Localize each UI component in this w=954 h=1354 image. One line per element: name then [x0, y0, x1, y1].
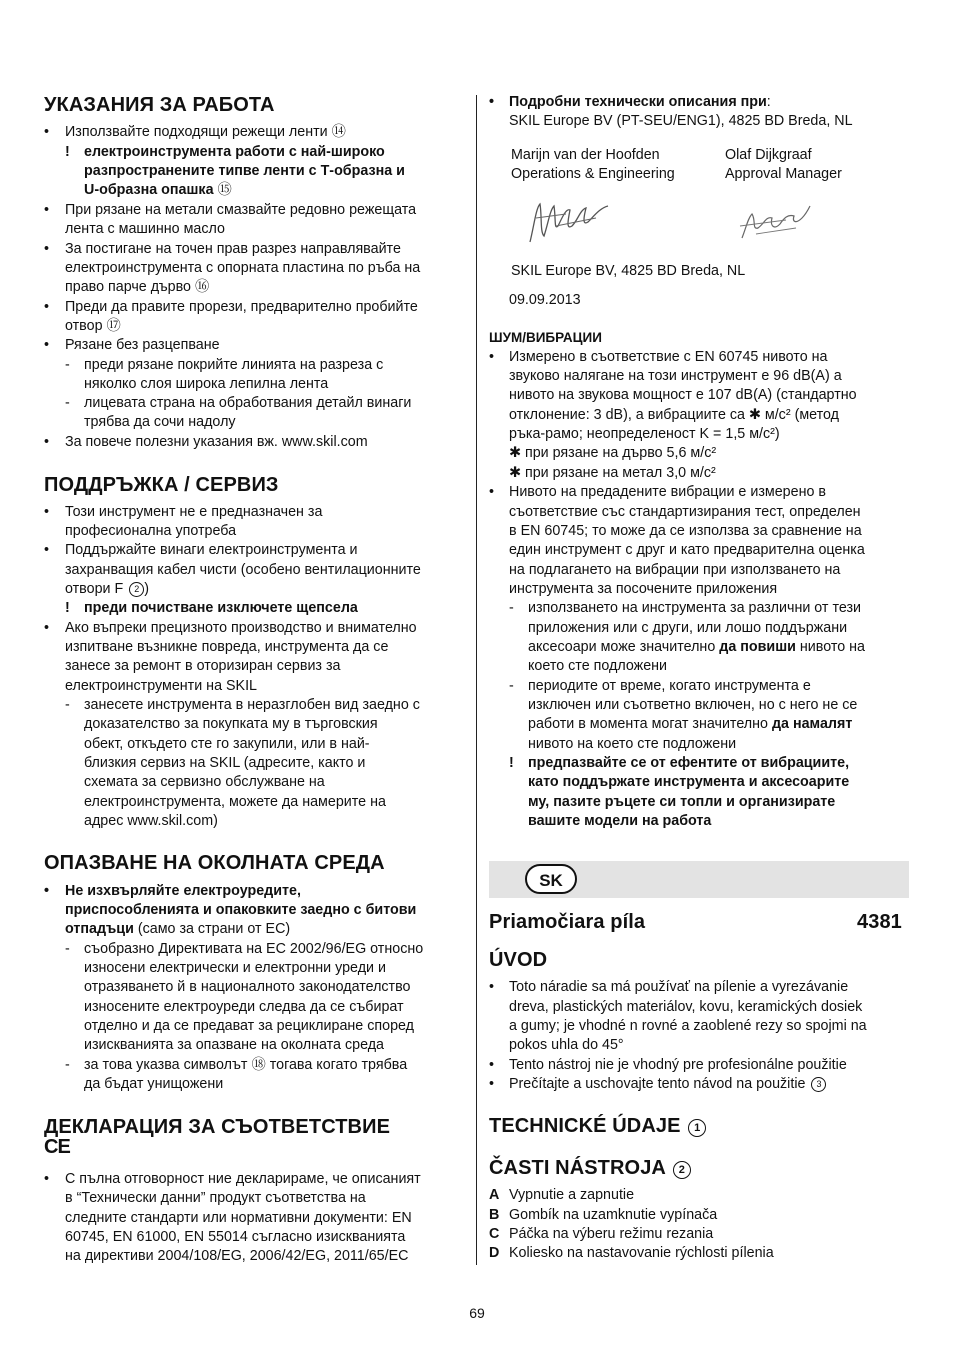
bullet: •: [44, 124, 50, 140]
ref-circle: 3: [811, 1077, 826, 1092]
text-line: в EN 60745; то може да се използва за сравнение на: [509, 523, 862, 539]
text-line: Използвайте подходящи режещи ленти ⑭: [65, 124, 346, 140]
dash: -: [65, 697, 70, 713]
language-bar: [489, 861, 909, 898]
bullet: •: [489, 484, 495, 500]
text-line: Подробни технически описания при:: [509, 94, 771, 110]
text-line: отклонение: 3 dB), а вибрациите са ✱ м/с² (метод: [509, 407, 840, 423]
text-line: лента с машинно масло: [65, 221, 225, 237]
text-line: което сте подложени: [528, 658, 668, 674]
text-line: работи в момента могат значително да намалят: [528, 716, 853, 732]
text-line: Нивото на предадените вибрации е измерено в: [509, 484, 826, 500]
text-line: Поддържайте винаги електроинструмента и: [65, 542, 358, 558]
section-title-environment: ОПАЗВАНЕ НА ОКОЛНАТА СРЕДА: [44, 852, 385, 874]
text-line: Ако въпреки прецизното производство и внимателно: [65, 620, 417, 636]
text-line: изключен или съответно включен, но с него не се: [528, 697, 858, 713]
address-line: SKIL Europe BV, 4825 BD Breda, NL: [511, 263, 746, 279]
ref-circle: 1: [688, 1119, 706, 1137]
text-line: преди рязане покрийте линията на разреза с: [84, 357, 384, 373]
text-line: на подлагането на вибрации при използването на: [509, 562, 841, 578]
text-line: Не изхвърляйте електроуредите,: [65, 883, 301, 899]
ref-number: ⑮: [217, 182, 232, 198]
text-line: U-образна опашка ⑮: [84, 182, 232, 198]
text-line: приложения или с други, или лошо поддържани: [528, 620, 848, 636]
text-line: вашите модели на работа: [528, 813, 712, 829]
section-title-intro: ÚVOD: [489, 949, 548, 971]
product-title: Priamočiara píla: [489, 911, 646, 933]
text-line: захранващия кабел чисти (особено вентилационните: [65, 562, 421, 578]
dash: -: [65, 1057, 70, 1073]
text-line: Този инструмент не е предназначен за: [65, 504, 323, 520]
text-line: занесе за ремонт в оторизиран сервиз за: [65, 658, 341, 674]
text-line: отделно и да се предават за рециклиране според: [84, 1018, 414, 1034]
warning-mark: !: [65, 600, 70, 616]
text-line: няколко слоя широка лепилна лента: [84, 376, 329, 392]
text-line: електроинструмента работи с най-широко: [84, 144, 385, 160]
bullet: •: [489, 1076, 495, 1092]
text-line: dreva, plastických materiálov, kovu, keramických dosiek: [509, 999, 863, 1015]
part-letter: A: [489, 1187, 500, 1203]
text-line: Рязане без разцепване: [65, 337, 220, 353]
bullet: •: [44, 299, 50, 315]
warning-mark: !: [509, 755, 514, 771]
text-line: ✱ при рязане на дърво 5,6 м/с²: [509, 445, 717, 461]
text-line: доказателство за покупката му в търговския: [84, 716, 378, 732]
text-line: нивото на звукова мощност е 107 dB(A) (стандартно: [509, 387, 857, 403]
warning-mark: !: [65, 144, 70, 160]
signatory-1-role: Operations & Engineering: [511, 166, 675, 182]
text-line: разпространените типве ленти с Т-образна и: [84, 163, 405, 179]
text-line: предпазвайте се от ефентите от вибрациите,: [528, 755, 850, 771]
text-line: периодите от време, когато инструмента е: [528, 678, 811, 694]
text-line: електроинструмента с опорната пластина по ръба на: [65, 260, 421, 276]
dash: -: [65, 395, 70, 411]
text-line: С пълна отговорност ние декларираме, че описаният: [65, 1171, 421, 1187]
text-line: следните стандарти или нормативни документи: EN: [65, 1210, 412, 1226]
text-line: лицевата страна на обработвания детайл винаги: [84, 395, 412, 411]
signature-1: [526, 196, 616, 248]
text-line: на директиви 2004/108/EG, 2006/42/EG, 2011/65/EC: [65, 1248, 409, 1264]
text-line: схемата за сервизно обслужване на: [84, 774, 325, 790]
ref-circle: 2: [673, 1161, 691, 1179]
bullet: •: [44, 202, 50, 218]
text-line: Измерено в съответствие с EN 60745 нивото на: [509, 349, 828, 365]
text-line: адрес www.skil.com): [84, 813, 218, 829]
section-title-tool-parts: ČASTI NÁSTROJA 2: [489, 1157, 691, 1180]
text-line: да бъдат унищожени: [84, 1076, 224, 1092]
signatory-2-name: Olaf Dijkgraaf: [725, 147, 812, 163]
text-line: професионална употреба: [65, 523, 237, 539]
text-line: като поддържате инструмента и аксесоарите: [528, 774, 850, 790]
text-line: ръка-рамо; неопределеност K = 1,5 м/с²): [509, 426, 780, 442]
text-line: 60745, EN 61000, EN 55014 съгласно изискванията: [65, 1229, 406, 1245]
text-line: преди почистване изключете щепсела: [84, 600, 358, 616]
bullet: •: [44, 241, 50, 257]
text-line: отпадъци (само за страни от ЕС): [65, 921, 291, 937]
part-label: Vypnutie a zapnutie: [509, 1187, 635, 1203]
text-line: му, пазите ръцете си топли и организирате: [528, 794, 836, 810]
bullet: •: [44, 1171, 50, 1187]
bullet: •: [44, 337, 50, 353]
bullet: •: [44, 434, 50, 450]
bullet: •: [489, 1057, 495, 1073]
text-line: Prečítajte a uschovajte tento návod na použitie 3: [509, 1075, 826, 1094]
text-line: занесете инструмента в неразглобен вид заедно с: [84, 697, 420, 713]
text-line: съответствие със стандартизирания тест, определен: [509, 504, 861, 520]
part-label: Páčka na výberu režimu rezania: [509, 1226, 714, 1242]
bullet: •: [489, 349, 495, 365]
page-number: 69: [469, 1305, 485, 1321]
text-line: съобразно Директивата на ЕС 2002/96/EG относно: [84, 941, 424, 957]
ref-number: ⑯: [195, 279, 210, 295]
part-letter: C: [489, 1226, 500, 1242]
signatory-1-name: Marijn van der Hoofden: [511, 147, 660, 163]
text-line: инструмента за посочените приложения: [509, 581, 778, 597]
part-letter: D: [489, 1245, 500, 1261]
text-line: използването на инструмента за различни от тези: [528, 600, 862, 616]
text-line: отвор ⑰: [65, 318, 121, 334]
part-label: Gombík na uzamknutie vypínača: [509, 1207, 718, 1223]
bullet: •: [44, 620, 50, 636]
section-title-maintenance: ПОДДРЪЖКА / СЕРВИЗ: [44, 474, 279, 496]
text-line: приспособленията и опаковките заедно с битови: [65, 902, 417, 918]
dash: -: [509, 600, 514, 616]
text-line: електроинструменти на SKIL: [65, 678, 257, 694]
text-line: pokos uhla do 45°: [509, 1037, 624, 1053]
subsection-title-noise: ШУМ/ВИБРАЦИИ: [489, 330, 602, 345]
text-line: Tento nástroj nie je vhodný pre profesionálne použitie: [509, 1057, 847, 1073]
text-line: нивото на което сте подложени: [528, 736, 737, 752]
text-line: един инструмент с друг и като предварителна оценка: [509, 542, 865, 558]
text-line: За постигане на точен прав разрез направлявайте: [65, 241, 401, 257]
dash: -: [509, 678, 514, 694]
text-line: SKIL Europe BV (PT-SEU/ENG1), 4825 BD Breda, NL: [509, 113, 853, 129]
text-line: трябва да сочи надолу: [84, 414, 236, 430]
column-divider: [476, 95, 477, 1265]
language-badge: SK: [525, 864, 577, 894]
text-line: изискванията за опазване на околната среда: [84, 1037, 385, 1053]
dash: -: [65, 357, 70, 373]
text-line: електроинструмента, можете да намерите на: [84, 794, 386, 810]
text-line: износени електрически и електронни уреди и: [84, 960, 386, 976]
text-line: близкия сервиз на SKIL (адресите, както и: [84, 755, 366, 771]
ref-number: ⑭: [331, 124, 346, 140]
ref-number: ⑰: [106, 318, 121, 334]
part-label: Koliesko na nastavovanie rýchlosti pílenia: [509, 1245, 774, 1261]
ref-circle: 2: [129, 582, 144, 597]
text-line: ✱ при рязане на метал 3,0 м/с²: [509, 465, 716, 481]
text-line: износените електроуреди следва да се събират: [84, 999, 404, 1015]
text-line: обект, откъдето сте го закупили, или в най-: [84, 736, 370, 752]
text-line: Преди да правите прорези, предварително пробийте: [65, 299, 418, 315]
text-line: При рязане на метали смазвайте редовно режещата: [65, 202, 417, 218]
dash: -: [65, 941, 70, 957]
text-line: Toto náradie sa má používať na pílenie a vyrezávanie: [509, 979, 849, 995]
section-title-declaration: ДЕКЛАРАЦИЯ ЗА СЪОТВЕТСТВИЕ: [44, 1116, 391, 1138]
date-line: 09.09.2013: [509, 292, 581, 308]
section-title-technical-data: TECHNICKÉ ÚDAJE 1: [489, 1115, 706, 1138]
signature-2: [736, 202, 812, 244]
bullet: •: [489, 979, 495, 995]
text-line: a gumy; je vhodné n rovné a zaoblené rezy so spojmi na: [509, 1018, 867, 1034]
bullet: •: [44, 542, 50, 558]
text-line: отразяването й в националното законодателство: [84, 979, 411, 995]
part-letter: B: [489, 1207, 500, 1223]
ce-mark: CE: [44, 1136, 70, 1158]
text-line: в “Технически данни” продукт съответства на: [65, 1190, 366, 1206]
bullet: •: [44, 504, 50, 520]
text-line: За повече полезни указания вж. www.skil.com: [65, 434, 368, 450]
product-model: 4381: [857, 911, 902, 933]
bullet: •: [489, 94, 495, 110]
text-line: аксесоари може значително да повиши нивото на: [528, 639, 865, 655]
text-line: отвори F 2 ): [65, 581, 149, 597]
text-line: изпитване възникне повреда, инструмента да се: [65, 639, 389, 655]
text-line: за това указва символът ⑱ тогава когато трябва: [84, 1057, 408, 1073]
text-line: право парче дърво ⑯: [65, 279, 210, 295]
text-line: звуково налягане на този инструмент е 96 dB(A) а: [509, 368, 842, 384]
section-title-work-instructions: УКАЗАНИЯ ЗА РАБОТА: [44, 94, 275, 116]
bullet: •: [44, 883, 50, 899]
signatory-2-role: Approval Manager: [725, 166, 842, 182]
ref-number: ⑱: [251, 1057, 266, 1073]
